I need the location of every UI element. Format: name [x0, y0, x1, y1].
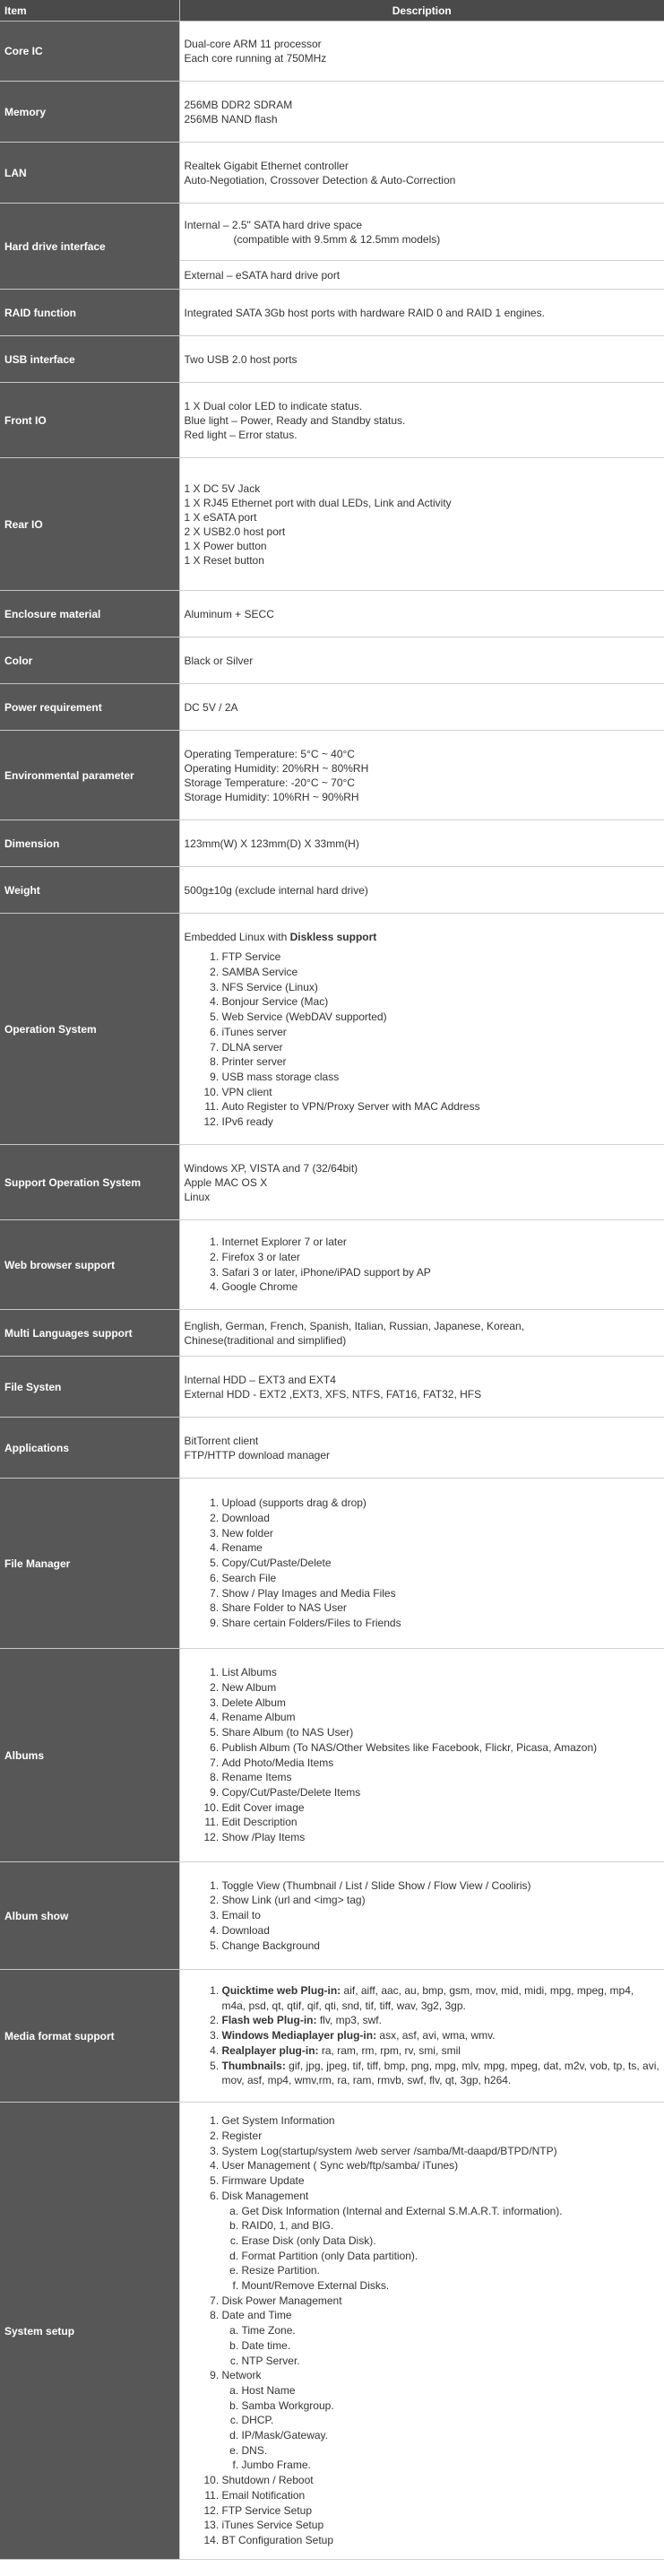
row-value [179, 1310, 664, 1357]
row-key: Power requirement [0, 684, 179, 731]
format-text: gif, jpg, jpeg, tif, tiff, bmp, png, mpg, mlv, mpg, mpeg, dat, m2v, vob, tp, ts, avi, mov, asf, mp4, wmv,rm, ra, ram, rmvb, swf, flv, qt, 3gp, h264. [221, 2059, 660, 2087]
os-service-list [185, 950, 660, 1129]
value-line: Two USB 2.0 host ports [184, 352, 298, 366]
value-line: 123mm(W) X 123mm(D) X 33mm(H) [184, 837, 359, 850]
sub-item: e. Resize Partition. [242, 2263, 660, 2278]
row-value [179, 591, 664, 637]
row-value [179, 820, 664, 867]
sub-list [222, 2204, 660, 2294]
row-key: Operation System [0, 914, 179, 1145]
value-line: Dual-core ARM 11 processor [184, 38, 322, 50]
value-line: Blue light – Power, Ready and Standby status. [184, 413, 406, 427]
header-description: Description [179, 0, 664, 22]
row-key: Album show [0, 1862, 179, 1970]
row-value [179, 458, 664, 591]
format-text: flv, mp3, swf. [316, 2014, 382, 2027]
spec-row [0, 684, 664, 731]
row-value [179, 383, 664, 458]
list-item: 3. NFS Service (Linux) [222, 980, 660, 995]
value-line: Aluminum + SECC [184, 607, 274, 620]
value-line: Linux [184, 1190, 211, 1203]
value-line: Black or Silver [184, 654, 254, 667]
list-item: 9. Share certain Folders/Files to Friends [222, 1616, 660, 1631]
list-item: 6. iTunes server [222, 1025, 660, 1040]
sub-list [222, 2323, 660, 2368]
os-intro-bold: Diskless support [289, 931, 377, 944]
spec-row [0, 867, 664, 914]
sub-item: d. IP/Mask/Gateway. [242, 2428, 660, 2443]
list-item: 1. FTP Service [222, 950, 660, 965]
spec-row [0, 1220, 664, 1310]
list-item: 12. Show /Play Items [222, 1830, 660, 1845]
list-item: 2. SAMBA Service [222, 965, 660, 980]
row-key: Rear IO [0, 458, 179, 591]
row-key: Enclosure material [0, 591, 179, 637]
list-item [222, 2013, 660, 2028]
list-item: 1. List Albums [222, 1665, 660, 1680]
os-intro [185, 930, 660, 944]
list-item-label: Date and Time [221, 2309, 292, 2322]
value-line: Realtek Gigabit Ethernet controller [184, 159, 349, 172]
row-value [179, 143, 664, 204]
spec-row [0, 336, 664, 383]
list-item: 7. Show / Play Images and Media Files [222, 1586, 660, 1601]
list-item: 5. Change Background [222, 1939, 660, 1954]
albums-list [185, 1665, 660, 1844]
list-item [222, 2043, 660, 2059]
value-line: DC 5V / 2A [184, 700, 238, 714]
row-key: Web browser support [0, 1220, 179, 1310]
spec-row [0, 204, 664, 261]
list-item: 5. Firmware Update [222, 2173, 660, 2189]
sub-item: b. Samba Workgroup. [242, 2398, 660, 2414]
value-line: Windows XP, VISTA and 7 (32/64bit) [184, 1161, 358, 1175]
value-line: Operating Humidity: 20%RH ~ 80%RH [184, 761, 369, 775]
list-item [222, 2059, 660, 2088]
list-item: 3. Email to [222, 1908, 660, 1923]
value-line: Storage Humidity: 10%RH ~ 90%RH [184, 790, 359, 803]
format-label: Quicktime web Plug-in: [221, 1984, 341, 1998]
sub-item: a. Get Disk Information (Internal and External S.M.A.R.T. information). [242, 2204, 660, 2219]
spec-row [0, 820, 664, 867]
row-value [179, 290, 664, 336]
spec-row [0, 290, 664, 336]
value-line: 1 X Dual color LED to indicate status. [184, 399, 363, 412]
list-item: 2. Download [222, 1511, 660, 1526]
row-value [179, 1649, 664, 1862]
spec-row [0, 591, 664, 637]
row-key: RAID function [0, 290, 179, 336]
list-item: 3. Delete Album [222, 1696, 660, 1711]
value-line: 1 X RJ45 Ethernet port with dual LEDs, Link and Activity [184, 496, 452, 509]
value-line: Apple MAC OS X [184, 1175, 268, 1189]
sub-item: b. RAID0, 1, and BIG. [242, 2218, 660, 2233]
value-line: Internal – 2.5" SATA hard drive space [184, 218, 363, 231]
sub-item: a. Time Zone. [242, 2323, 660, 2338]
list-item: 5. Share Album (to NAS User) [222, 1725, 660, 1740]
sub-item: c. Erase Disk (only Data Disk). [242, 2233, 660, 2249]
value-line: Chinese(traditional and simplified) [184, 1333, 347, 1347]
value-line: 1 X Power button [184, 539, 267, 552]
row-key: Media format support [0, 1970, 179, 2103]
list-item: 4. Google Chrome [222, 1279, 660, 1295]
row-key: Multi Languages support [0, 1310, 179, 1357]
value-line: (compatible with 9.5mm & 12.5mm models) [233, 232, 441, 246]
sub-item: f. Mount/Remove External Disks. [242, 2278, 660, 2294]
row-value [179, 1357, 664, 1418]
list-item: 2. Show Link (url and <img> tag) [222, 1893, 660, 1908]
row-key: Front IO [0, 383, 179, 458]
row-value [179, 867, 664, 914]
row-value [179, 1418, 664, 1479]
format-label: Realplayer plug-in: [221, 2043, 319, 2057]
format-label: Thumbnails: [221, 2059, 286, 2072]
list-item: 14. BT Configuration Setup [222, 2533, 660, 2548]
row-key: File Manager [0, 1479, 179, 1649]
list-item: 1. Internet Explorer 7 or later [222, 1235, 660, 1250]
os-intro-text: Embedded Linux with [184, 931, 290, 944]
header-item: Item [0, 0, 179, 22]
row-value [179, 684, 664, 731]
row-key: Core IC [0, 22, 179, 82]
spec-row [0, 82, 664, 143]
value-line: 256MB NAND flash [184, 112, 278, 126]
list-item: 2. Firefox 3 or later [222, 1250, 660, 1265]
list-item: 1. Get System Information [222, 2113, 660, 2129]
value-line: Auto-Negotiation, Crossover Detection & Auto-Correction [184, 173, 456, 186]
list-item: 9. USB mass storage class [222, 1070, 660, 1085]
list-item: 7. Add Photo/Media Items [222, 1756, 660, 1771]
list-item [222, 2308, 660, 2368]
spec-row [0, 1145, 664, 1220]
spec-row [0, 1357, 664, 1418]
row-key: Dimension [0, 820, 179, 867]
row-key: Support Operation System [0, 1145, 179, 1220]
list-item: 12. FTP Service Setup [222, 2503, 660, 2519]
value-line: 1 X eSATA port [184, 510, 257, 524]
sub-item: e. DNS. [242, 2443, 660, 2459]
row-key: File Systen [0, 1357, 179, 1418]
list-item [222, 2189, 660, 2294]
list-item: 4. Rename Album [222, 1710, 660, 1725]
spec-row [0, 143, 664, 204]
row-value [179, 2103, 664, 2560]
value-line: 256MB DDR2 SDRAM [184, 98, 293, 111]
spec-row [0, 637, 664, 684]
list-item: 3. Safari 3 or later, iPhone/iPAD support by AP [222, 1265, 660, 1280]
sub-item: f. Jumbo Frame. [242, 2458, 660, 2473]
value-line: BitTorrent client [184, 1434, 259, 1447]
list-item: 7. Disk Power Management [222, 2294, 660, 2309]
list-item: 4. Rename [222, 1540, 660, 1556]
row-value [179, 637, 664, 684]
row-key: Hard drive interface [0, 204, 179, 290]
list-item: 11. Email Notification [222, 2488, 660, 2503]
sub-list [222, 2383, 660, 2473]
row-value [179, 336, 664, 383]
list-item: 10. Edit Cover image [222, 1800, 660, 1816]
format-text: asx, asf, avi, wma, wmv. [376, 2029, 496, 2043]
file-manager-list [185, 1496, 660, 1630]
row-value [179, 1145, 664, 1220]
value-line: Each core running at 750MHz [184, 52, 327, 65]
value-line: 1 X Reset button [184, 553, 264, 567]
list-item: 6. Publish Album (To NAS/Other Websites like Facebook, Flickr, Picasa, Amazon) [222, 1740, 660, 1756]
album-show-list [185, 1878, 660, 1954]
row-key: System setup [0, 2103, 179, 2560]
value-line: Red light – Error status. [184, 428, 298, 441]
sub-item: c. DHCP. [242, 2413, 660, 2428]
list-item: 1. Upload (supports drag & drop) [222, 1496, 660, 1511]
list-item-label: Disk Management [221, 2189, 309, 2202]
spec-row [0, 1649, 664, 1862]
list-item: 10. VPN client [222, 1085, 660, 1100]
list-item [222, 2028, 660, 2043]
list-item: 5. Copy/Cut/Paste/Delete [222, 1556, 660, 1571]
row-value [179, 1479, 664, 1649]
value-line: External – eSATA hard drive port [184, 268, 341, 282]
list-item: 3. System Log(startup/system /web server /samba/Mt-daapd/BTPD/NTP) [222, 2144, 660, 2159]
list-item: 2. Register [222, 2129, 660, 2144]
spec-row [0, 1418, 664, 1479]
list-item: 7. DLNA server [222, 1040, 660, 1055]
row-key: LAN [0, 143, 179, 204]
header-row [0, 0, 664, 22]
value-line: Storage Temperature: -20°C ~ 70°C [184, 776, 355, 789]
list-item: 8. Share Folder to NAS User [222, 1600, 660, 1616]
list-item: 4. User Management ( Sync web/ftp/samba/ iTunes) [222, 2158, 660, 2173]
list-item: 5. Web Service (WebDAV supported) [222, 1010, 660, 1025]
row-value [179, 914, 664, 1145]
row-key: USB interface [0, 336, 179, 383]
row-value [179, 1220, 664, 1310]
list-item: 3. New folder [222, 1526, 660, 1541]
row-value [179, 1970, 664, 2103]
row-key: Weight [0, 867, 179, 914]
list-item [222, 1983, 660, 2013]
list-item: 8. Rename Items [222, 1770, 660, 1785]
sub-item: b. Date time. [242, 2338, 660, 2354]
value-line: 1 X DC 5V Jack [184, 481, 261, 495]
row-value [179, 731, 664, 820]
spec-row [0, 2103, 664, 2560]
spec-row [0, 731, 664, 820]
browser-list [185, 1235, 660, 1295]
sub-item: d. Format Partition (only Data partition). [242, 2249, 660, 2264]
list-item: 11. Edit Description [222, 1815, 660, 1830]
spec-row [0, 914, 664, 1145]
row-value [179, 82, 664, 143]
list-item: 8. Printer server [222, 1054, 660, 1070]
value-line: 2 X USB2.0 host port [184, 525, 286, 538]
value-line: External HDD - EXT2 ,EXT3, XFS, NTFS, FAT16, FAT32, HFS [184, 1387, 482, 1401]
list-item: 4. Bonjour Service (Mac) [222, 994, 660, 1010]
list-item: 6. Search File [222, 1571, 660, 1586]
list-item: 13. iTunes Service Setup [222, 2518, 660, 2533]
value-line: Internal HDD – EXT3 and EXT4 [184, 1373, 336, 1386]
list-item: 9. Copy/Cut/Paste/Delete Items [222, 1785, 660, 1800]
list-item [222, 2368, 660, 2473]
list-item: 4. Download [222, 1923, 660, 1939]
value-line: FTP/HTTP download manager [184, 1448, 331, 1461]
row-value [179, 204, 664, 261]
format-label: Flash web Plug-in: [221, 2014, 317, 2027]
spec-row [0, 1479, 664, 1649]
row-key: Color [0, 637, 179, 684]
row-key: Applications [0, 1418, 179, 1479]
list-item: 10. Shutdown / Reboot [222, 2473, 660, 2488]
spec-row [0, 383, 664, 458]
row-value [179, 22, 664, 82]
row-key: Environmental parameter [0, 731, 179, 820]
value-line: Operating Temperature: 5°C ~ 40°C [184, 747, 355, 760]
spec-row [0, 1970, 664, 2103]
media-format-list [185, 1983, 660, 2088]
row-value [179, 261, 664, 290]
row-value [179, 1862, 664, 1970]
list-item: 1. Toggle View (Thumbnail / List / Slide Show / Flow View / Cooliris) [222, 1878, 660, 1894]
sub-item: c. NTP Server. [242, 2354, 660, 2369]
format-label: Windows Mediaplayer plug-in: [221, 2029, 377, 2043]
list-item: 11. Auto Register to VPN/Proxy Server with MAC Address [222, 1099, 660, 1115]
row-key: Albums [0, 1649, 179, 1862]
system-setup-list [185, 2113, 660, 2547]
value-line: 500g±10g (exclude internal hard drive) [184, 883, 368, 897]
row-key: Memory [0, 82, 179, 143]
list-item: 2. New Album [222, 1680, 660, 1696]
sub-item: a. Host Name [242, 2383, 660, 2398]
format-text: aif, aiff, aac, au, bmp, gsm, mov, mid, midi, mpg, mpeg, mp4, m4a, psd, qt, qtif, qif, qti, snd, tif, tiff, wav, 3g2, 3gp. [221, 1984, 634, 2012]
spec-row [0, 458, 664, 591]
spec-row [0, 22, 664, 82]
list-item: 12. IPv6 ready [222, 1115, 660, 1130]
spec-row [0, 1862, 664, 1970]
value-line: Integrated SATA 3Gb host ports with hardware RAID 0 and RAID 1 engines. [184, 306, 545, 319]
value-line: English, German, French, Spanish, Italian, Russian, Japanese, Korean, [184, 1319, 525, 1332]
spec-row [0, 1310, 664, 1357]
list-item-label: Network [221, 2369, 262, 2382]
format-text: ra, ram, rm, rpm, rv, smi, smil [318, 2043, 461, 2057]
